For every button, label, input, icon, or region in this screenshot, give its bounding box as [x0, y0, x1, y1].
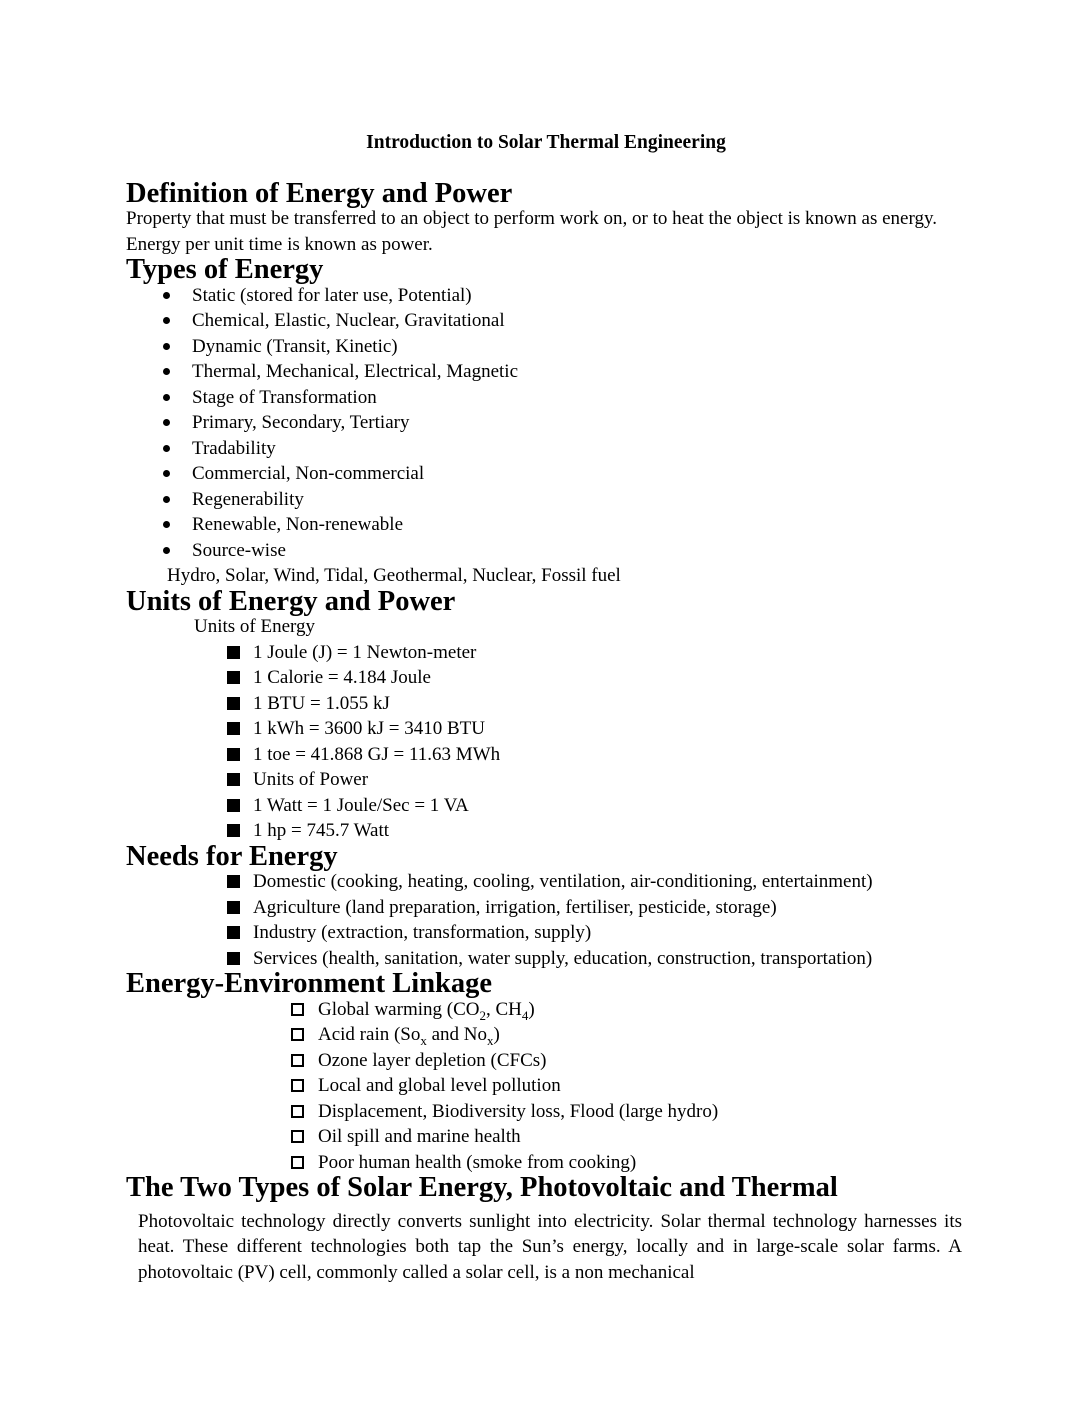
list-item-label: Units of Power	[253, 769, 369, 790]
bullet-icon	[163, 410, 192, 436]
list-item	[126, 1073, 966, 1099]
needs-list	[126, 869, 966, 971]
list-item-label: Stage of Transformation	[192, 386, 377, 408]
list-item	[126, 512, 966, 538]
list-item	[126, 487, 966, 513]
list-item	[126, 716, 966, 742]
bullet-icon	[163, 385, 192, 411]
heading-units-of-energy-and-power: Units of Energy and Power	[126, 585, 456, 617]
heading-two-types-of-solar-energy: The Two Types of Solar Energy, Photovoltaic and Thermal	[126, 1172, 838, 1203]
square-bullet-icon	[227, 665, 253, 691]
list-item	[126, 920, 966, 946]
list-item	[126, 1048, 966, 1074]
list-item-label: Local and global level pollution	[318, 1075, 561, 1096]
list-item	[126, 359, 966, 385]
list-item-label: 1 kWh = 3600 kJ = 3410 BTU	[253, 718, 486, 739]
environment-list	[126, 997, 966, 1176]
bullet-icon	[163, 359, 192, 385]
checkbox-icon	[291, 997, 318, 1023]
list-item-label: Static (stored for later use, Potential)	[192, 284, 472, 306]
list-item	[126, 538, 966, 564]
list-item-label: Services (health, sanitation, water supply, education, construction, transportation)	[253, 947, 873, 969]
list-item	[126, 895, 966, 921]
list-item-label: Regenerability	[192, 488, 304, 510]
bullet-icon	[163, 436, 192, 462]
square-bullet-icon	[227, 716, 253, 742]
types-of-energy-list	[126, 283, 966, 564]
list-item-label: Industry (extraction, transformation, supply)	[253, 922, 592, 943]
list-item-label: 1 hp = 745.7 Watt	[253, 820, 390, 841]
bullet-icon	[163, 461, 192, 487]
bullet-icon	[163, 283, 192, 309]
list-item	[126, 665, 966, 691]
list-item-label: Poor human health (smoke from cooking)	[318, 1151, 637, 1173]
list-item-label: Source-wise	[192, 539, 286, 561]
list-item	[126, 1022, 966, 1048]
square-bullet-icon	[227, 767, 253, 793]
list-item	[126, 742, 966, 768]
bullet-icon	[163, 487, 192, 513]
square-bullet-icon	[227, 640, 253, 666]
list-item-label: Tradability	[192, 437, 276, 459]
checkbox-icon	[291, 1048, 318, 1074]
list-item-label: Commercial, Non-commercial	[192, 463, 425, 484]
list-item	[126, 283, 966, 309]
heading-needs-for-energy: Needs for Energy	[126, 840, 338, 872]
list-item	[126, 640, 966, 666]
list-item-label: Domestic (cooking, heating, cooling, ventilation, air-conditioning, entertainment)	[253, 871, 873, 892]
list-item	[126, 436, 966, 462]
page-title: Introduction to Solar Thermal Engineering	[366, 132, 726, 153]
list-item	[126, 869, 966, 895]
list-item-label: Ozone layer depletion (CFCs)	[318, 1049, 547, 1071]
list-item-label: Thermal, Mechanical, Electrical, Magnetic	[192, 361, 519, 382]
list-item-label: 1 toe = 41.868 GJ = 11.63 MWh	[253, 743, 501, 765]
list-item-label: Chemical, Elastic, Nuclear, Gravitational	[192, 310, 505, 331]
checkbox-icon	[291, 1022, 318, 1048]
list-item	[126, 410, 966, 436]
list-item-label: Primary, Secondary, Tertiary	[192, 412, 410, 433]
square-bullet-icon	[227, 742, 253, 768]
square-bullet-icon	[227, 691, 253, 717]
square-bullet-icon	[227, 793, 253, 819]
list-item	[126, 461, 966, 487]
list-item-label: Acid rain ($So_x$ and $No_x$)	[318, 1024, 500, 1048]
list-item-label: Global warming ($CO_2$, $CH_4$)	[318, 998, 535, 1023]
list-item-label: 1 Calorie = 4.184 Joule	[253, 667, 431, 688]
bullet-icon	[163, 334, 192, 360]
list-item-label: Dynamic (Transit, Kinetic)	[192, 335, 398, 357]
units-list	[126, 640, 966, 844]
definition-paragraph: Property that must be transferred to an object to perform work on, or to heat the object is known as energy. Energy per unit time is known as power.	[126, 208, 937, 255]
heading-energy-environment-linkage: Energy-Environment Linkage	[126, 968, 493, 999]
bullet-icon	[163, 308, 192, 334]
list-item-label: 1 Joule (J) = 1 Newton-meter	[253, 641, 477, 663]
square-bullet-icon	[227, 920, 253, 946]
list-item-label: Agriculture (land preparation, irrigation, fertiliser, pesticide, storage)	[253, 896, 777, 918]
list-item	[126, 691, 966, 717]
checkbox-icon	[291, 1099, 318, 1125]
heading-definition-of-energy-and-power: Definition of Energy and Power	[126, 177, 513, 209]
list-item	[126, 385, 966, 411]
list-item	[126, 818, 966, 844]
list-item	[126, 1124, 966, 1150]
bullet-icon	[163, 538, 192, 564]
energy-sources-line: Hydro, Solar, Wind, Tidal, Geothermal, Nuclear, Fossil fuel	[167, 565, 621, 586]
list-item	[126, 334, 966, 360]
checkbox-icon	[291, 1073, 318, 1099]
heading-types-of-energy: Types of Energy	[126, 254, 324, 285]
list-item-label: Displacement, Biodiversity loss, Flood (large hydro)	[318, 1100, 719, 1122]
solar-paragraph: Photovoltaic technology directly converts sunlight into electricity. Solar thermal technology harnesses its heat. These different technologies both tap the Sun’s energy, locally and in large-scale solar farms. A photovoltaic (PV) cell, commonly called a solar cell, is a non mechanical	[138, 1210, 962, 1283]
list-item-label: 1 Watt = 1 Joule/Sec = 1 VA	[253, 794, 469, 816]
square-bullet-icon	[227, 869, 253, 895]
list-item-label: 1 BTU = 1.055 kJ	[253, 692, 390, 714]
list-item	[126, 308, 966, 334]
list-item	[126, 1099, 966, 1125]
checkbox-icon	[291, 1124, 318, 1150]
units-of-energy-subheading: Units of Energy	[194, 616, 316, 637]
list-item-label: Oil spill and marine health	[318, 1126, 521, 1147]
list-item	[126, 793, 966, 819]
list-item	[126, 997, 966, 1023]
square-bullet-icon	[227, 818, 253, 844]
bullet-icon	[163, 512, 192, 538]
square-bullet-icon	[227, 895, 253, 921]
list-item-label: Renewable, Non-renewable	[192, 514, 404, 535]
list-item	[126, 767, 966, 793]
